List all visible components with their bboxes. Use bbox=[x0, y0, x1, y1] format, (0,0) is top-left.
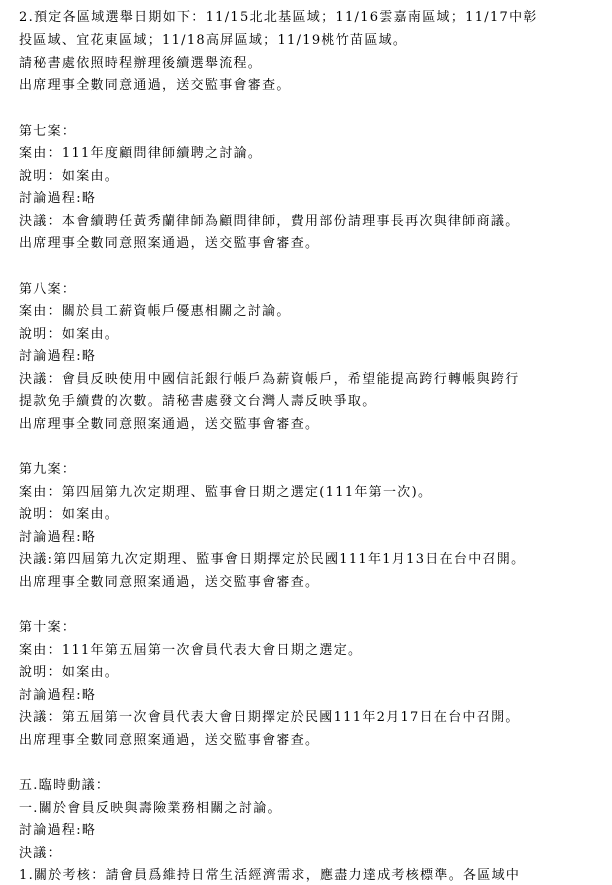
text-line: 決議：第五屆第一次會員代表大會日期擇定於民國111年2月17日在台中召開。 bbox=[19, 710, 520, 725]
text-line: 案由：111年第五屆第一次會員代表大會日期之選定。 bbox=[19, 643, 363, 658]
text-line: 出席理事全數同意照案通過，送交監事會審查。 bbox=[19, 236, 320, 251]
section-heading: 第七案： bbox=[19, 124, 77, 139]
text-line: 討論過程:略 bbox=[19, 191, 97, 206]
text-line: 說明：如案由。 bbox=[19, 169, 120, 184]
section-heading: 第十案： bbox=[19, 620, 77, 635]
text-line: 討論過程:略 bbox=[19, 688, 97, 703]
text-line: 討論過程:略 bbox=[19, 349, 97, 364]
text-line: 討論過程:略 bbox=[19, 823, 97, 838]
text-line: 決議： bbox=[19, 846, 62, 861]
text-line: 討論過程:略 bbox=[19, 530, 97, 545]
text-line: 出席理事全數同意通過，送交監事會審查。 bbox=[19, 78, 291, 93]
text-line: 一.關於會員反映與壽險業務相關之討論。 bbox=[19, 801, 282, 816]
section-heading: 第九案： bbox=[19, 462, 77, 477]
text-line: 出席理事全數同意照案通過，送交監事會審查。 bbox=[19, 417, 320, 432]
text-line: 2.預定各區域選舉日期如下：11/15北北基區域；11/16雲嘉南區域；11/17中彰 bbox=[19, 10, 538, 25]
text-line: 出席理事全數同意照案通過，送交監事會審查。 bbox=[19, 575, 320, 590]
text-line: 請秘書處依照時程辦理後續選舉流程。 bbox=[19, 56, 263, 71]
text-line: 決議:第四屆第九次定期理、監事會日期擇定於民國111年1月13日在台中召開。 bbox=[19, 552, 526, 567]
text-line: 案由：第四屆第九次定期理、監事會日期之選定(111年第一次)。 bbox=[19, 485, 433, 500]
text-line: 決議：本會續聘任黃秀蘭律師為顧問律師，費用部份請理事長再次與律師商議。 bbox=[19, 214, 520, 229]
section-heading: 五.臨時動議： bbox=[19, 778, 111, 793]
text-line: 案由：111年度顧問律師續聘之討論。 bbox=[19, 146, 263, 161]
text-line: 決議：會員反映使用中國信託銀行帳戶為薪資帳戶，希望能提高跨行轉帳與跨行 bbox=[19, 372, 520, 387]
text-line: 說明：如案由。 bbox=[19, 327, 120, 342]
text-line: 案由：關於員工薪資帳戶優惠相關之討論。 bbox=[19, 304, 291, 319]
text-line: 出席理事全數同意照案通過，送交監事會審查。 bbox=[19, 733, 320, 748]
text-line: 提款免手續費的次數。請秘書處發文台灣人壽反映爭取。 bbox=[19, 394, 377, 409]
text-line: 說明：如案由。 bbox=[19, 507, 120, 522]
text-line: 說明：如案由。 bbox=[19, 665, 120, 680]
text-line: 1.關於考核：請會員爲維持日常生活經濟需求，應盡力達成考核標準。各區域中 bbox=[19, 868, 521, 883]
text-line: 投區域、宜花東區域；11/18高屏區域；11/19桃竹苗區域。 bbox=[19, 33, 408, 48]
section-heading: 第八案： bbox=[19, 282, 77, 297]
